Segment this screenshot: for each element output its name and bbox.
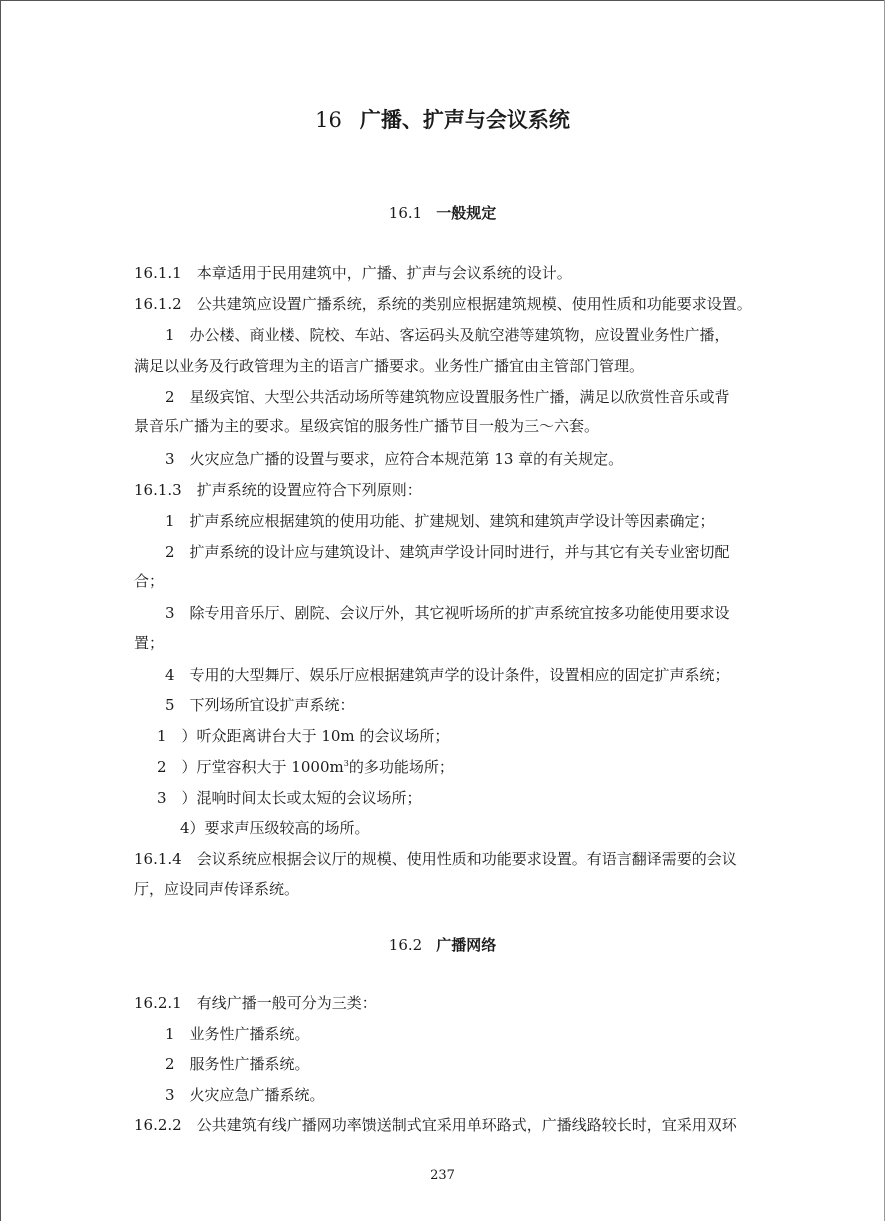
section-heading bbox=[0, 202, 885, 223]
clause-line: 4 专用的大型舞厅、娱乐厅应根据建筑声学的设计条件，设置相应的固定扩声系统； bbox=[165, 666, 730, 684]
clause-line: 景音乐广播为主的要求。星级宾馆的服务性广播节目一般为三～六套。 bbox=[134, 417, 600, 435]
clause-line: 1 办公楼、商业楼、院校、车站、客运码头及航空港等建筑物，应设置业务性广播， bbox=[165, 326, 730, 344]
chapter-title bbox=[0, 104, 885, 134]
clause-line: 5 下列场所宜设扩声系统： bbox=[165, 696, 355, 714]
section-title: 一般规定 bbox=[436, 204, 497, 222]
section-number: 16.1 bbox=[388, 204, 423, 222]
clause-line: 2 星级宾馆、大型公共活动场所等建筑物应设置服务性广播，满足以欣赏性音乐或背 bbox=[165, 388, 730, 406]
clause-line: 3 火灾应急广播的设置与要求，应符合本规范第 13 章的有关规定。 bbox=[165, 450, 624, 468]
clause-text: 2 ）厅堂容积大于 1000m bbox=[157, 758, 344, 776]
page-border-left bbox=[0, 0, 1, 1221]
clause-line: 4）要求声压级较高的场所。 bbox=[180, 819, 370, 837]
page-number: 237 bbox=[430, 1168, 455, 1183]
clause-line: 2 服务性广播系统。 bbox=[165, 1055, 310, 1073]
clause-line bbox=[157, 756, 454, 777]
clause-line: 16.1.3 扩声系统的设置应符合下列原则： bbox=[134, 481, 422, 499]
clause-text-tail: 的多功能场所； bbox=[348, 758, 454, 776]
clause-line: 16.1.4 会议系统应根据会议厅的规模、使用性质和功能要求设置。有语言翻译需要的会议 bbox=[134, 850, 737, 868]
clause-line: 16.1.1 本章适用于民用建筑中，广播、扩声与会议系统的设计。 bbox=[134, 264, 572, 282]
clause-line: 1 业务性广播系统。 bbox=[165, 1025, 310, 1043]
clause-line: 1 扩声系统应根据建筑的使用功能、扩建规划、建筑和建筑声学设计等因素确定； bbox=[165, 512, 715, 530]
clause-line: 2 扩声系统的设计应与建筑设计、建筑声学设计同时进行，并与其它有关专业密切配 bbox=[165, 543, 730, 561]
clause-line: 置； bbox=[134, 634, 165, 652]
section-title: 广播网络 bbox=[436, 936, 497, 954]
superscript: 3 bbox=[343, 759, 349, 768]
section-number: 16.2 bbox=[388, 936, 423, 954]
clause-line: 1 ）听众距离讲台大于 10m 的会议场所； bbox=[157, 727, 450, 745]
clause-line: 3 除专用音乐厅、剧院、会议厅外，其它视听场所的扩声系统宜按多功能使用要求设 bbox=[165, 604, 730, 622]
chapter-title-text: 广播、扩声与会议系统 bbox=[359, 107, 570, 132]
clause-line: 16.2.2 公共建筑有线广播网功率馈送制式宜采用单环路式，广播线路较长时，宜采用双环 bbox=[134, 1116, 737, 1134]
clause-line: 厅，应设同声传译系统。 bbox=[134, 880, 300, 898]
section-heading bbox=[0, 934, 885, 955]
clause-line: 16.2.1 有线广播一般可分为三类： bbox=[134, 994, 377, 1012]
clause-line: 满足以业务及行政管理为主的语言广播要求。业务性广播宜由主管部门管理。 bbox=[134, 357, 645, 375]
clause-line: 3 火灾应急广播系统。 bbox=[165, 1086, 325, 1104]
clause-line: 16.1.2 公共建筑应设置广播系统，系统的类别应根据建筑规模、使用性质和功能要求设置。 bbox=[134, 295, 752, 313]
clause-line: 3 ）混响时间太长或太短的会议场所； bbox=[157, 789, 422, 807]
chapter-number: 16 bbox=[315, 108, 342, 132]
page-border-top bbox=[0, 0, 885, 1]
clause-line: 合； bbox=[134, 572, 165, 590]
